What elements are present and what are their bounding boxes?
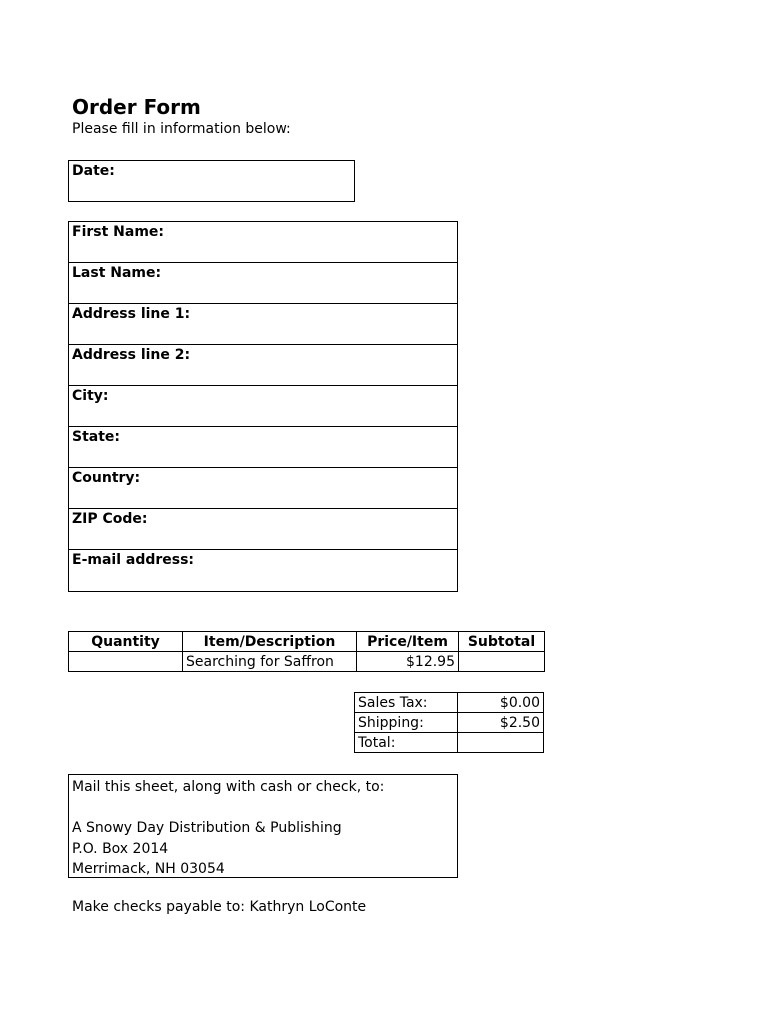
last-name-field[interactable] — [69, 263, 457, 304]
payable-to-note: Make checks payable to: Kathryn LoConte — [72, 899, 367, 915]
last-name-label: Last Name: — [72, 265, 162, 281]
country-label: Country: — [72, 470, 141, 486]
address-line-2-label: Address line 2: — [72, 347, 191, 363]
table-row — [69, 652, 545, 672]
shipping-row — [355, 713, 544, 733]
price-cell: $12.95 — [357, 652, 459, 672]
header-subtotal: Subtotal — [459, 632, 545, 652]
address-line-1-field[interactable] — [69, 304, 457, 345]
shipping-value: $2.50 — [458, 713, 544, 733]
date-field[interactable] — [68, 160, 355, 202]
address-block — [68, 221, 458, 592]
zip-code-field[interactable] — [69, 509, 457, 550]
date-label: Date: — [72, 163, 115, 179]
mail-company-name: A Snowy Day Distribution & Publishing — [72, 820, 342, 836]
email-field[interactable] — [69, 550, 457, 591]
mail-spacer — [72, 798, 454, 819]
header-item-description: Item/Description — [183, 632, 357, 652]
mail-city-state-zip: Merrimack, NH 03054 — [72, 861, 225, 877]
description-cell: Searching for Saffron — [183, 652, 357, 672]
instructions: Please fill in information below: — [72, 121, 291, 137]
total-row — [355, 733, 544, 753]
sales-tax-row — [355, 693, 544, 713]
address-line-2-field[interactable] — [69, 345, 457, 386]
total-label: Total: — [355, 733, 458, 753]
total-value[interactable] — [458, 733, 544, 753]
state-label: State: — [72, 429, 121, 445]
items-header-row — [69, 632, 545, 652]
shipping-label: Shipping: — [355, 713, 458, 733]
sales-tax-label: Sales Tax: — [355, 693, 458, 713]
items-table — [68, 631, 545, 672]
totals-table — [354, 692, 544, 753]
header-quantity: Quantity — [69, 632, 183, 652]
mailing-instructions — [68, 774, 458, 878]
first-name-field[interactable] — [69, 222, 457, 263]
city-field[interactable] — [69, 386, 457, 427]
zip-code-label: ZIP Code: — [72, 511, 148, 527]
sales-tax-value: $0.00 — [458, 693, 544, 713]
mail-instruction-line: Mail this sheet, along with cash or check, to: — [72, 779, 385, 795]
page-title: Order Form — [72, 95, 201, 119]
city-label: City: — [72, 388, 109, 404]
country-field[interactable] — [69, 468, 457, 509]
address-line-1-label: Address line 1: — [72, 306, 191, 322]
first-name-label: First Name: — [72, 224, 165, 240]
email-label: E-mail address: — [72, 552, 195, 568]
state-field[interactable] — [69, 427, 457, 468]
mail-po-box: P.O. Box 2014 — [72, 840, 169, 857]
header-price-item: Price/Item — [357, 632, 459, 652]
subtotal-cell[interactable] — [459, 652, 545, 672]
quantity-cell[interactable] — [69, 652, 183, 672]
